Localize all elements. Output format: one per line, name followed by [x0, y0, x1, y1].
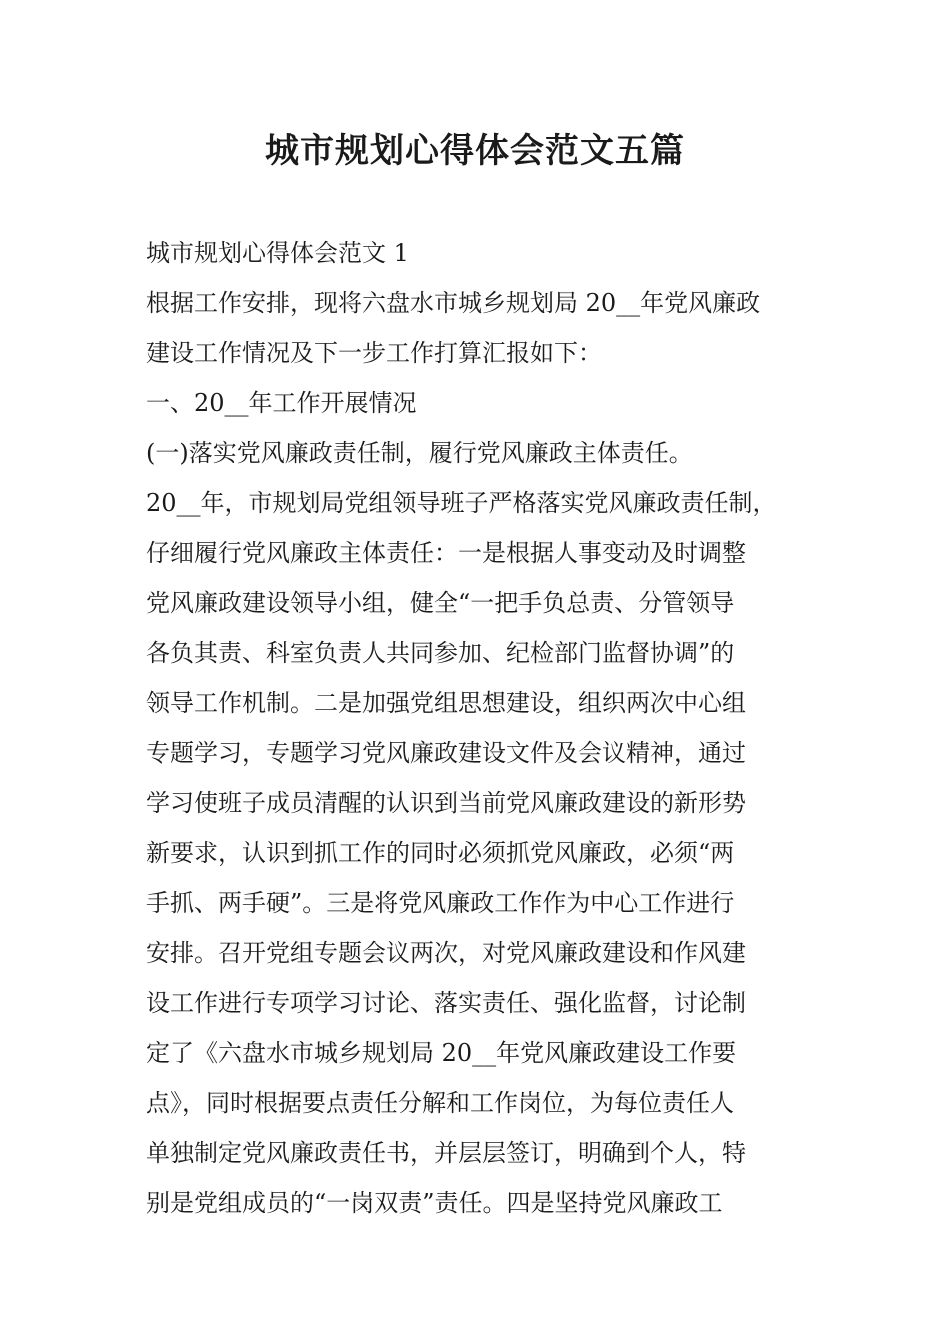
body-line: 设工作进行专项学习讨论、落实责任、强化监督，讨论制: [146, 989, 746, 1017]
body-line: 新要求，认识到抓工作的同时必须抓党风廉政，必须“两: [146, 839, 735, 867]
body-line: 建设工作情况及下一步工作打算汇报如下：: [146, 339, 602, 367]
body-line: 专题学习，专题学习党风廉政建设文件及会议精神，通过: [146, 739, 746, 767]
document-title: 城市规划心得体会范文五篇: [265, 131, 685, 171]
body-line-section-heading: 城市规划心得体会范文 1: [146, 239, 409, 267]
body-line: 各负其责、科室负责人共同参加、纪检部门监督协调”的: [146, 639, 735, 667]
body-line: 手抓、两手硬”。三是将党风廉政工作作为中心工作进行: [146, 889, 735, 917]
body-line-subheading: (一)落实党风廉政责任制，履行党风廉政主体责任。: [146, 439, 693, 467]
body-line-heading: 一、20__年工作开展情况: [146, 389, 417, 417]
body-line: 点》，同时根据要点责任分解和工作岗位，为每位责任人: [146, 1089, 734, 1117]
body-line: 别是党组成员的“一岗双责”责任。四是坚持党风廉政工: [146, 1189, 723, 1217]
body-line: 仔细履行党风廉政主体责任：一是根据人事变动及时调整: [146, 539, 746, 567]
body-line: 安排。召开党组专题会议两次，对党风廉政建设和作风建: [146, 939, 746, 967]
body-line: 根据工作安排，现将六盘水市城乡规划局 20__年党风廉政: [146, 289, 761, 317]
body-line: 定了《六盘水市城乡规划局 20__年党风廉政建设工作要: [146, 1039, 737, 1067]
body-line: 20__年，市规划局党组领导班子严格落实党风廉政责任制，: [146, 489, 777, 517]
body-line: 领导工作机制。二是加强党组思想建设，组织两次中心组: [146, 689, 746, 717]
body-line: 党风廉政建设领导小组，健全“一把手负总责、分管领导: [146, 589, 735, 617]
body-line: 单独制定党风廉政责任书，并层层签订，明确到个人，特: [146, 1139, 746, 1167]
body-line: 学习使班子成员清醒的认识到当前党风廉政建设的新形势: [146, 789, 746, 817]
document-body: [146, 228, 836, 1228]
